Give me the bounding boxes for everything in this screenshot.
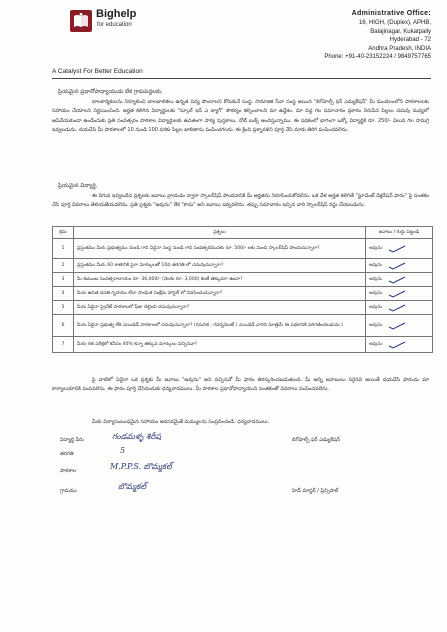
row-number: 4: [53, 287, 74, 301]
row-number: 2: [53, 259, 74, 273]
row-question: మీ కుటుంబ సంవత్సరాదాయం రూ. 36,000/- (నెలకు రూ. 3,000) కంటే తక్కువగా ఉందా?: [74, 273, 366, 287]
principal-signature-label: హెడ్ మాస్టర్ / ప్రిన్సిపాల్: [292, 488, 339, 494]
row-question: ప్రస్తుతము మీరు ప్రభుత్వము నుండి గాని ఏదైనా సంస్థ నుండి గాని సంవత్సరమునకు రూ. 500/- లకు మించి స్కాలర్‌షిప్ పొందుచున్నారా?: [74, 239, 366, 259]
student-salutation: ప్రియమైన విద్యార్థి,: [58, 183, 98, 189]
row-question: మీరు ఏదైనా ప్రైవేట్ పాఠశాలలో ఫీజు చెల్లించి చదువుచున్నారా?: [74, 301, 366, 315]
instructions-paragraph: ఈ దిగువ ఇవ్వబడిన ప్రశ్నలకు జవాబు వ్రాయడం ద్వారా స్కాలర్‌షిప్ పొందడానికి మీ అర్హతను నిరూపించుకోవలెను. ఒక వేళ అర్హత కలిగితే "స్టూడెంట్ డిక్లరేషన్ ఫారం" పై సంతకం చేసి పూర్తి వివరాలు తెలియజేయవలెను. ప్రతి ప్రశ్నకు "అవును" లేక "కాదు" అని జవాబు ఇవ్వవలెను. తప్పు సమాచారం ఇచ్చిన వారి స్కాలర్‌షిప్ రద్దు చేయబడును.: [52, 193, 429, 209]
table-row: [53, 273, 433, 287]
header-question: ప్రశ్నలు: [74, 227, 366, 239]
header-divider: [52, 78, 431, 79]
table-row: [53, 315, 433, 337]
header-num: క్రమ: [53, 227, 74, 239]
handwritten-tick-icon: [388, 290, 406, 298]
row-number: 3: [53, 273, 74, 287]
row-number: 1: [53, 239, 74, 259]
handwritten-tick-icon: [388, 262, 406, 270]
office-phone: Phone: +91-40-23152224 / 9849757765: [324, 54, 431, 61]
table-row: [53, 337, 433, 353]
village-label: గ్రామము: [60, 488, 77, 494]
row-answer-cell: [366, 273, 433, 287]
row-question: మీరు ఏదైనా ప్రభుత్వ లేక ఎయిడెడ్ పాఠశాలలో చదువుచున్నారా? (గమనిక : గవర్నమెంట్ / ఎయిడెడ్ వారిని మాత్రమే ఈ పథకానికి పరిగణించబడును.): [74, 315, 366, 337]
row-question: మీరు ఉచిత వసతి గృహము లేదా సాంఘిక సంక్షేమ హాస్టల్ లో నివసించుచున్నారా?: [74, 287, 366, 301]
closing-note: పై వాటిలో ఏదైనా ఒక ప్రశ్నకు మీ జవాబు "అవును" అని వచ్చినచో మీ ఫారం తిరస్కరించబడుతుంది. మీ అన్ని జవాబులు సరైనవి అయితే దయచేసి ఫారంను మా కార్యాలయానికి పంపవలెను. ఈ ఫారం పూర్తి చేసినందుకు ధన్యవాదములు. మీ పాఠశాల ప్రధానోపాధ్యాయుని సంతకంతో వివరాలు పంపించవలెను.: [52, 377, 429, 393]
class-label: తరగతి: [60, 451, 74, 457]
school-label: పాఠశాల: [60, 468, 77, 474]
class-value: 5: [120, 446, 126, 455]
table-row: [53, 301, 433, 315]
header-answer: జవాబు / గుర్తు పెట్టండి: [366, 227, 433, 239]
village-value: బొమ్మకల్: [118, 482, 147, 491]
row-answer: అవును: [369, 245, 383, 251]
row-answer-cell: [366, 239, 433, 259]
office-line: Balajinagar, Kukatpally: [370, 28, 431, 35]
row-answer: అవును: [369, 341, 383, 347]
salutation: ప్రియమైన ప్రధానోపాధ్యాయుడు లేక గ్రామపెద్దలకు,: [58, 89, 163, 95]
row-answer-cell: [366, 259, 433, 273]
office-line: Andhra Pradesh, INDIA: [368, 45, 431, 52]
row-number: 7: [53, 337, 74, 353]
row-answer-cell: [366, 287, 433, 301]
office-line: Hyderabad - 72: [389, 37, 431, 44]
handwritten-tick-icon: [388, 245, 406, 253]
student-name-label: విద్యార్థి పేరు: [60, 437, 84, 443]
intro-paragraph: బాలకార్మికులను నిర్మూలించి బాలబాలికలు ఉన్నత విద్య పొందాలని కోరుకునే సంస్థ. సామాజిక సేవా సంస్థ అయిన "బిగ్‌హెల్ప్ ఫర్ ఎడ్యుకేషన్" మీ మండలంలోని పాఠశాలలకు సహాయం చేయాలని నిర్ణయించింది. అర్హత కలిగిన విద్యార్థులకు "స్కూల్ ఇన్ ఎ బ్యాగ్" సౌకర్యం కల్పించాలని మా ఉద్దేశం. మా వద్ద గల సమాచారం ప్రకారం నిరుపేద పిల్లలు చదువు మధ్యలో ఆపివేయకుండా ఉండేందుకు ప్రతి సంవత్సరం పాఠశాల విద్యార్థులకు ఉచితంగా పాఠ్య పుస్తకాలు, నోట్ బుక్స్ అందిస్తున్నాము. ఈ పథకంలో భాగంగా ఒక్కో విద్యార్థికి రూ. 250/- విలువ గల సామగ్రి ఇవ్వబడును. దయచేసి మీ పాఠశాలలో 10 నుండి 100 వరకు పిల్లల జాబితాను పంపించగలరు. ఈ క్రింది ప్రశ్నావళిని పూర్తి చేసి మాకు తిరిగి పంపించవలెను.: [52, 99, 429, 134]
handwritten-tick-icon: [388, 304, 406, 312]
row-answer: అవును: [369, 304, 383, 310]
office-title: Administrative Office:: [351, 10, 431, 17]
row-number: 5: [53, 301, 74, 315]
row-answer: అవును: [369, 262, 383, 268]
student-name-value: గండమళ్ళ శిరీష: [112, 432, 161, 441]
organization-signature: బిగ్‌హెల్ప్ ఫర్ ఎడ్యుకేషన్: [292, 437, 341, 443]
handwritten-tick-icon: [388, 276, 406, 284]
book-logo-icon: [70, 10, 92, 32]
table-row: [53, 259, 433, 273]
office-address: [324, 10, 431, 62]
tagline: A Catalyst For Better Education: [52, 68, 143, 75]
brand-name: Bighelp: [96, 8, 137, 20]
school-value: M.P.P.S. బొమ్మకల్: [110, 462, 172, 471]
row-answer: అవును: [369, 290, 383, 296]
row-answer-cell: [366, 337, 433, 353]
row-question: ప్రస్తుతము మీరు 60 శాతానికి పైగా మార్కులతో 10వ తరగతి లో చదువుచున్నారా?: [74, 259, 366, 273]
brand-subtitle: for education: [97, 22, 132, 28]
table-row: [53, 239, 433, 259]
table-header-row: [53, 227, 433, 239]
row-number: 6: [53, 315, 74, 337]
handwritten-tick-icon: [388, 341, 406, 349]
row-answer: అవును: [369, 322, 383, 328]
closing-thanks: మీకు విద్యాసంబంధమైన సహాయం అవసరమైతే మమ్ములను సంప్రదించండి. ధన్యవాదములు.: [92, 419, 270, 425]
row-question: మీరు గత పరీక్షలో కనీసం 40% కన్నా తక్కువ మార్కులు వచ్చినవా?: [74, 337, 366, 353]
handwritten-tick-icon: [388, 322, 406, 330]
questions-table: [52, 226, 433, 353]
table-row: [53, 287, 433, 301]
row-answer-cell: [366, 315, 433, 337]
row-answer-cell: [366, 301, 433, 315]
row-answer: అవును: [369, 276, 383, 282]
office-line: 16, HIGH, (Duplex), APHB,: [358, 20, 431, 26]
